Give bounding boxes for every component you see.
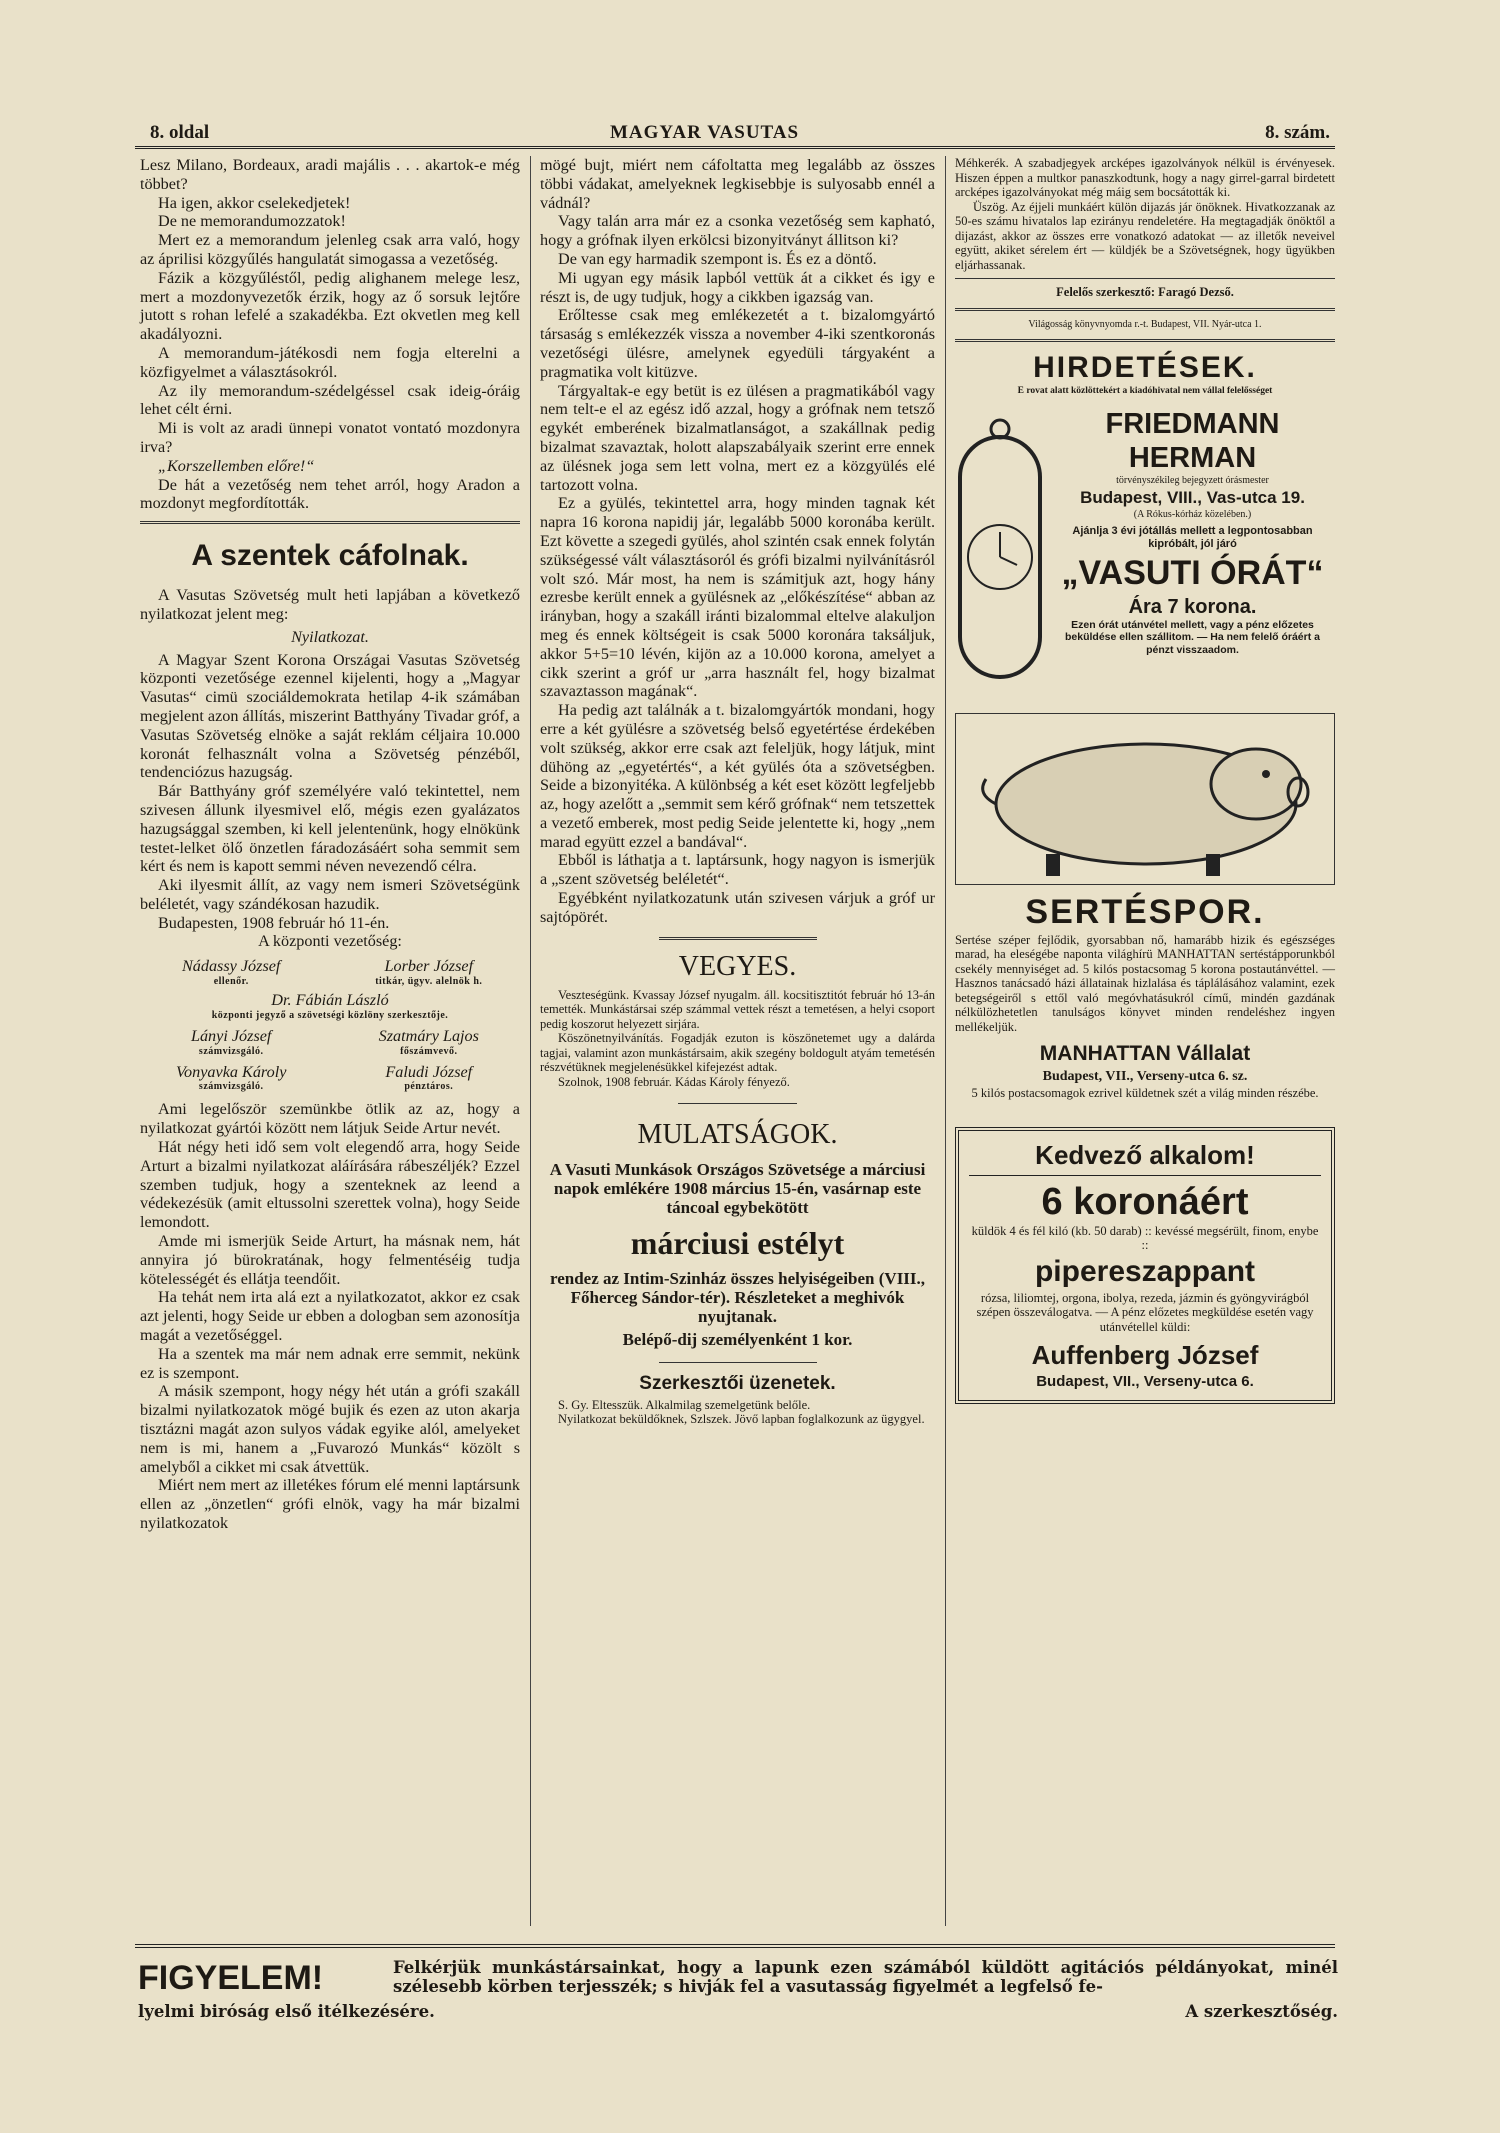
paragraph: Hát négy heti idő sem volt elegendő arra, hogy Seide Arturt a bizalmi nyilatkozat aláírására rábeszéljék? Ezzel szemben tudjuk, hogy a szenteknek az leend a védekezésük (amit eltussolni szerettek volna), hogy Seide lemondott.	[140, 1138, 520, 1232]
ads-disclaimer: E rovat alatt közlöttekért a kiadóhivatal nem vállal felelősséget	[1017, 385, 1273, 396]
section-title-vegyes: VEGYES.	[678, 950, 797, 982]
paragraph: A Vasutas Szövetség mult heti lapjában a következő nyilatkozat jelent meg:	[140, 586, 520, 623]
paragraph: Fázik a közgyűléstől, pedig alighanem melege lesz, mert a mozdonyvezetők érzik, hogy az ő sorsuk lejtőre jutott s rohan lefelé a szakadékba. Ezt okvetlen meg kell akadályozni.	[140, 268, 520, 344]
message: S. Gy. Eltesszük. Alkalmilag szemelgetünk belőle.	[558, 1397, 811, 1412]
signature-row	[140, 957, 520, 987]
watchmaker-text	[1050, 407, 1335, 657]
paragraph: Ha pedig azt találnák a t. bizalomgyártók mondani, hogy erre a két gyülésre a szövetség belső egyetértése érdekében volt szükség, akkor erre csak azt feleljük, hogy látjuk, mint dühöng az „egyetértés“, a két gyülés óta a szövetségben. Seide a bizonyitéka. A különbség a két eset között legfeljebb az, hogy azelőtt a „semmit sem kérő grófnak“ nem tetszettek a vezető emberek, most pedig Seide jelentette ki, hogy „nem marad együtt ezzel a bandával“.	[540, 701, 935, 851]
soap-price: 6 koronáért	[1041, 1180, 1249, 1223]
motto: „Korszellemben előre!“	[158, 456, 315, 475]
paragraph: Ami legelőször szemünkbe ötlik az az, hogy a nyilatkozat gyártói között nem látjuk Seide Artur nevét.	[140, 1100, 520, 1138]
soap-ad-title: Kedvező alkalom!	[1035, 1139, 1255, 1170]
signature-role: titkár, ügyv. alelnök h.	[375, 976, 483, 988]
paragraph: Erőltesse csak meg emlékezetét a t. bizalomgyártó társaság s emlékezzék vissza a november 4-iki szentkoronás vezetőségi ülésre, amelynek egyedüli tárgyaként a pragmatika volt kitüzve.	[540, 306, 935, 381]
paragraph: Tárgyaltak-e egy betüt is ez ülésen a pragmatikából vagy nem telt-e el az egész idő azzal, hogy a grófnak nem tetsző egykét emberének bizalmatlanságot, a szakállnak pedig bizalmat szavaztak, holott alapszabályaik szerint erre ennek az ülésnek joga sem lett volna, mert ez a közgyülés elé tartozott volna.	[540, 381, 935, 494]
paragraph: Ha a szentek ma már nem adnak erre semmit, nekünk ez is szempont.	[140, 1344, 520, 1382]
column-3	[955, 156, 1335, 1404]
responsible-editor: Felelős szerkesztő: Faragó Dezső.	[1056, 285, 1234, 299]
feed-powder-text: Sertése széper fejlődik, gyorsabban nő, hamarább hizik és egészséges marad, ha eleségébe naponta világhírü MANHATTAN sertéstápporunkból csekély mennyiséget ad. 5 kilós postacsomag 5 korona postautánvéttel. — Hasznos tanácsadó házi állatainak hizlalása és táplálásához valamint, ezek betegségeiről s ettől való megóvhatásukról című, mindén gazdának nélkülözhetetlen tanulságos könyvet minden rendeléshez ingyen mellékeljük.	[955, 932, 1335, 1034]
signature-name: Lorber József	[384, 957, 474, 976]
paragraph: Egyébként nyilatkozatunk után szivesen várjuk a gróf ur sajtópörét.	[540, 889, 935, 926]
attention-word: FIGYELEM!	[138, 1959, 324, 1997]
message: Nyilatkozat beküldőknek, Szlszek. Jövő lapban foglalkozunk az ügygyel.	[558, 1412, 925, 1427]
event-intro: A Vasuti Munkások Országos Szövetsége a márciusi napok emlékére 1908 március 15-én, vasárnap este táncoal egybekötött	[549, 1160, 926, 1218]
divider	[659, 937, 817, 940]
header-rule	[135, 146, 1335, 149]
paragraph: Mi is volt az aradi ünnepi vonatot vontató mozdonyra irva?	[140, 419, 520, 456]
issue-number: 8. szám.	[1265, 122, 1330, 143]
signature-name: Vonyavka Károly	[175, 1062, 287, 1081]
paragraph: De van egy harmadik szempont is. És ez a döntő.	[558, 249, 877, 268]
soap-vendor: Auffenberg József	[1031, 1340, 1259, 1370]
signature-role: számvizsgáló.	[198, 1045, 264, 1057]
signature-name: Dr. Fábián László	[271, 991, 389, 1010]
soap-ad	[955, 1127, 1335, 1405]
footer-rule	[135, 1944, 1335, 1948]
watchmaker-name: FRIEDMANN HERMAN	[1105, 407, 1280, 474]
notice: Köszönetnyilvánítás. Fogadják ezuton is köszönetemet ugy a dalárda tagjai, valamint azon munkástársaim, akik szegény boldogult atyám temetésén részvétüknek megjelenésükkel kifejezést adtak.	[540, 1031, 935, 1075]
paragraph: Bár Batthyány gróf személyére való tekintettel, nem szivesen állunk ilyesmivel elő, mégis ezen gyalázatos hazugsággal szemben, ki kell jelentenünk, hogy elnökünk testet-lelket ölő önzetlen fáradozásáért soha semmit sem kért és nem is kapott semmi néven nevezendő célra.	[140, 782, 520, 876]
paragraph: mögé bujt, miért nem cáfoltatta meg legalább az összes többi vádakat, amelyeknek legkisebbje is sulyosabb ennél a vádnál?	[540, 156, 935, 212]
signature-role: ellenőr.	[213, 976, 249, 988]
divider	[678, 1103, 797, 1104]
reply: Üszög. Az éjjeli munkáért külön dijazás jár önöknek. Hivatkozzanak az 50-es számu hivatalos lap ezirányu rendeletére. Ha megtagadják önöktől a dijazást, akkor az összes erre vonatkozó adatokat — az illetők neveivel együtt, akiket sérelem ért — küldjék be a Szövetségnek, hogy ügyükben eljárhassanak.	[955, 199, 1335, 272]
watch-terms: Ezen órát utánvétel mellett, vagy a pénz előzetes beküldése ellen szállitom. — Ha nem felelő óráért a pénzt visszaadom.	[1064, 618, 1320, 656]
divider	[955, 339, 1335, 342]
editorial-replies	[955, 156, 1335, 272]
notice: Veszteségünk. Kvassay József nyugalm. áll. kocsitisztitót február hó 13-án temették. Munkástársai szép számmal vettek részt a temetésen, a helyi csoport pedig koszorut helyezett sirjára.	[540, 987, 935, 1031]
signature-row	[140, 1063, 520, 1093]
reply: Méhkerék. A szabadjegyek arcképes igazolványok nélkül is érvényesek. Hiszen éppen a multkor panaszkodtunk, hogy a nagy girrel-garral birdetett arcképes igazolványokat még máig sem bocsátották ki.	[955, 156, 1335, 199]
paragraph: Aki ilyesmit állít, az vagy nem ismeri Szövetségünk beléletét, vagy szándékosan hazudik.	[140, 876, 520, 913]
watchmaker-ad	[955, 407, 1335, 707]
watchmaker-location: (A Rókus-kórház közelében.)	[1133, 508, 1252, 520]
masthead-title: MAGYAR VASUTAS	[610, 122, 800, 143]
column-divider	[945, 156, 946, 1926]
dateline: Budapesten, 1908 február hó 11-én.	[158, 913, 390, 932]
event-title: márciusi estélyt	[630, 1225, 845, 1262]
soap-product: pipereszappant	[1034, 1254, 1256, 1288]
paragraph: Az ily memorandum-szédelgéssel csak ideig-óráig lehet célt érni.	[140, 381, 520, 419]
signature-role: főszámvevő.	[400, 1045, 458, 1057]
soap-quantity: küldök 4 és fél kiló (kb. 50 darab) :: kevéssé megsérült, finom, enybe ::	[971, 1223, 1319, 1252]
pocket-watch-icon	[955, 417, 1045, 687]
signature-role: pénztáros.	[404, 1081, 454, 1093]
feed-address: Budapest, VII., Verseny-utca 6. sz.	[1042, 1069, 1248, 1084]
paragraph: A Magyar Szent Korona Országai Vasutas Szövetség központi vezetősége ezennel kijelenti, hogy a „Magyar Vasutas“ cimü szociáldemokrata hetilap 4-ik számában megjelent azon állítás, miszerint Batthyány Tivadar gróf, a Vasutas Szövetség elnöke a saját reklám céljaira 10.000 koronát felhasznált volna a Szövetség pénzéből, tendenciózus hazugság.	[140, 650, 520, 782]
signature-row	[140, 1027, 520, 1057]
article-title: A szentek cáfolnak.	[191, 539, 469, 573]
soap-description: rózsa, liliomtej, orgona, ibolya, rezeda, jázmin és gyöngyvirágból szépen összeválogatva. — A pénz előzetes megküldése esetén vagy utánvétellel küldi:	[976, 1290, 1314, 1334]
pig-illustration	[955, 713, 1335, 885]
page-number: 8. oldal	[150, 122, 210, 143]
signature-name: Szatmáry Lajos	[378, 1026, 479, 1045]
section-title-editorial: Szerkesztői üzenetek.	[639, 1373, 836, 1395]
footer-text: Felkérjük munkástársainkat, hogy a lapunk ezen számából küldött agitációs példányokat, minél szélesebb körben terjesszék; s hivják fel a vasutasság figyelmét a legfelső fe-	[393, 1958, 1338, 1996]
event-details: rendez az Intim-Szinház összes helyiségeiben (VIII., Főherceg Sándor-tér). Részleteket a meghivók nyujtanak.	[549, 1269, 926, 1327]
watch-price: Ára 7 korona.	[1128, 595, 1257, 618]
event-fee: Belépő-dij személyenként 1 kor.	[622, 1330, 853, 1350]
paragraph: Mi ugyan egy másik lapból vettük át a cikket és igy e részt is, de ugy tudjuk, hogy a cikkben igazság van.	[540, 268, 935, 306]
notice-block	[540, 988, 935, 1090]
feed-powder-title: SERTÉSPOR.	[1025, 892, 1265, 931]
notice: Szolnok, 1908 február. Kádas Károly fényező.	[558, 1074, 790, 1089]
divider	[140, 521, 520, 524]
paragraph: Vagy talán arra már ez a csonka vezetőség sem kapható, hogy a grófnak ilyen erkölcsi bizonyitványt állitson ki?	[540, 212, 935, 250]
signature-block	[140, 991, 520, 1021]
column-1	[140, 156, 520, 1533]
column-2	[540, 156, 935, 1427]
divider	[659, 1362, 817, 1363]
declaration-title: Nyilatkozat.	[291, 627, 369, 646]
railway-watch-title: „VASUTI ÓRÁT“	[1061, 553, 1324, 592]
divider	[955, 308, 1335, 311]
footer-text-end: lyelmi biróság első itélkezésére.	[138, 2002, 435, 2021]
paragraph: Mert ez a memorandum jelenleg csak arra való, hogy az áprilisi közgyűlés hangulatát simogassa a vezetőség.	[140, 231, 520, 268]
paragraph: A másik szempont, hogy négy hét után a grófi szakáll bizalmi nyilatkozatok mögé bujik és ezen az uton akarja tisztázni magát azon sulyos vádak egyike alól, amelyeket nem is mi, hanem a „Fuvarozó Munkás“ közölt s amelyből a cikket mi csak átvettük.	[140, 1382, 520, 1476]
watchmaker-title: törvényszékileg bejegyzett órásmester	[1116, 474, 1269, 486]
paragraph: Amde mi ismerjük Seide Arturt, ha másnak nem, hát annyira jó bürokratának, hogy felmentéséig tudja kötelességét és ellátja teendőit.	[140, 1232, 520, 1288]
ads-title: HIRDETÉSEK.	[1033, 350, 1257, 384]
paragraph: De hát a vezetőség nem tehet arról, hogy Aradon a mozdonyt megfordították.	[140, 475, 520, 513]
pig-icon	[956, 714, 1332, 884]
paragraph: Ha tehát nem irta alá ezt a nyilatkozatot, akkor ez csak azt jelenti, hogy Seide ur ebben a dologban sem azonosítja magát a vezetőséggel.	[140, 1288, 520, 1345]
paragraph: A memorandum-játékosdi nem fogja elterelni a közfigyelmet a választásokról.	[140, 343, 520, 381]
printer-line: Világosság könyvnyomda r.-t. Budapest, VII. Nyár-utca 1.	[1028, 318, 1262, 330]
paragraph: Ez a gyülés, tekintettel arra, hogy minden tagnak két napra 16 korona napidij jár, legalább 5000 koronába került. Ezt követte a szegedi gyülés, ahol szintén csak ennek folytán szükségessé vált választásoról és grófi bizalmi nyilvánításról volt szó. Már most, ha nem is számitjuk azt, hogy hány ezresbe került ennek a gyülésnek az „előkészítése“ abban az irányban, hogy a szakáll iránti bizalommal eltelve alakuljon meg és ennek költségeit is csak 5000 koronára taksáljuk, akkor 5+5=10 lévén, kijön az a 10.000 korona, amelyet a cikk szerint a gróf ur „arra használt fel, hogy bizalmat szavaztasson magának“.	[540, 494, 935, 701]
footer-signature: A szerkesztőség.	[1185, 2002, 1338, 2021]
signature-name: Nádassy József	[181, 957, 281, 976]
column-divider	[530, 156, 531, 1926]
paragraph: Lesz Milano, Bordeaux, aradi majális . . . akartok-e még többet?	[140, 156, 520, 193]
soap-address: Budapest, VII., Verseny-utca 6.	[1036, 1373, 1254, 1390]
signature-role: számvizsgáló.	[198, 1081, 264, 1093]
feed-note: 5 kilós postacsomagok ezrivel küldetnek szét a világ minden részébe.	[971, 1086, 1319, 1100]
paragraph: Ebből is láthatja a t. laptársunk, hogy nagyon is ismerjük a „szent szövetség beléletét“.	[540, 851, 935, 889]
watchmaker-address: Budapest, VIII., Vas-utca 19.	[1080, 487, 1305, 507]
paragraph: Ha igen, akkor cselekedjetek!	[158, 193, 351, 212]
board-label: A központi vezetőség:	[258, 932, 402, 951]
signature-name: Faludi József	[385, 1062, 473, 1081]
signature-name: Lányi József	[190, 1026, 272, 1045]
editorial-messages	[540, 1398, 935, 1427]
feed-company: MANHATTAN Vállalat	[1039, 1042, 1251, 1065]
divider	[955, 278, 1335, 279]
paragraph: De ne memorandumozzatok!	[158, 212, 346, 231]
section-title-mulatsagok: MULATSÁGOK.	[637, 1119, 838, 1151]
signature-role: központi jegyző a szövetségi közlöny szerkesztője.	[211, 1009, 449, 1021]
watchmaker-offer: Ajánlja 3 évi jótállás mellett a legpontosabban kipróbált, jól járó	[1072, 524, 1313, 550]
paragraph: Miért nem mert az illetékes fórum elé menni laptársunk ellen az „önzetlen“ grófi elnök, vagy ha már bizalmi nyilatkozatok	[140, 1476, 520, 1532]
